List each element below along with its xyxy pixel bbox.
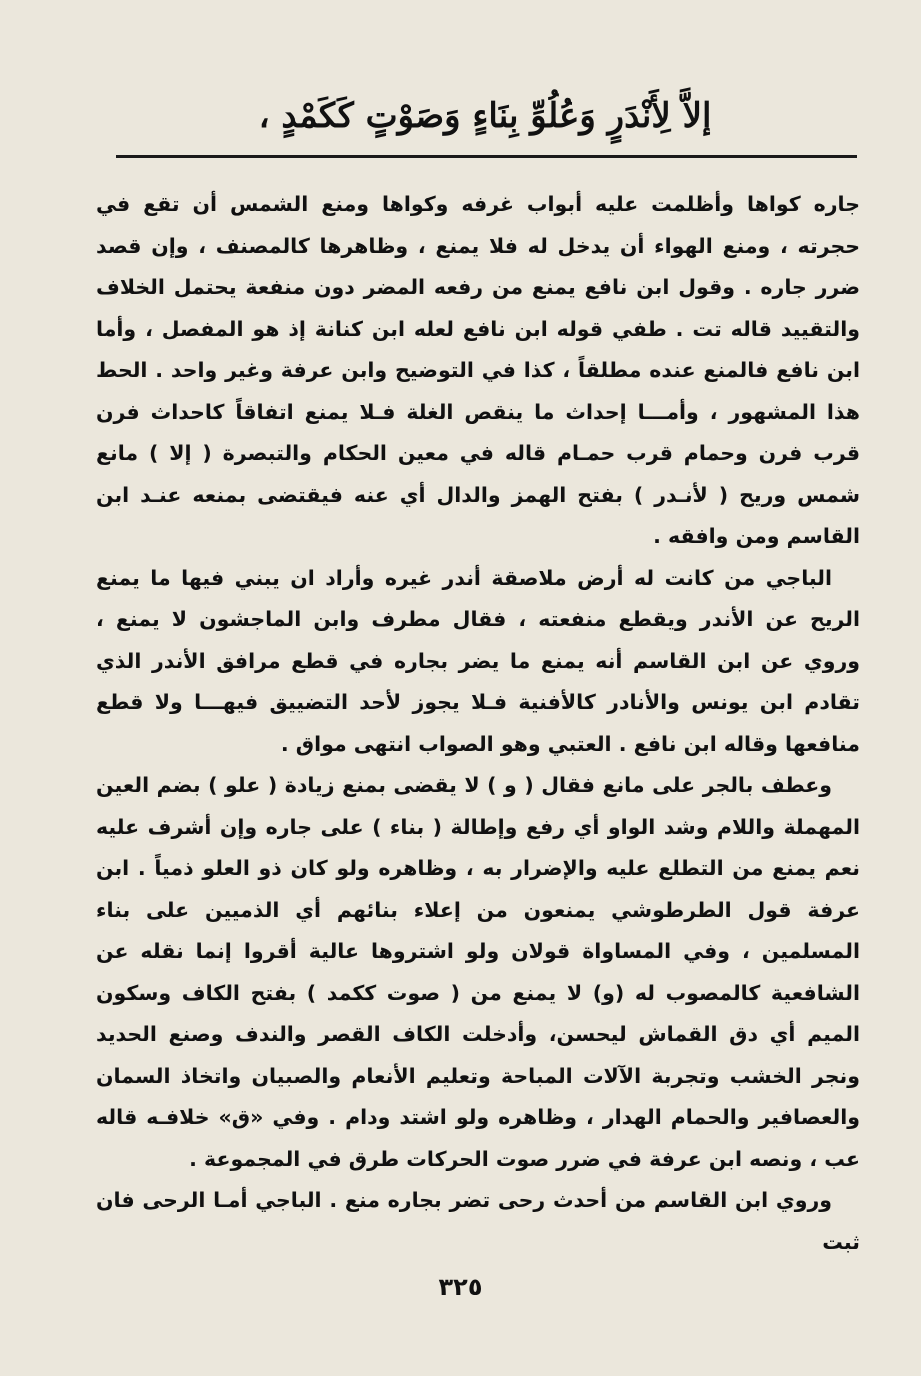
running-header: إلاَّ لِأَنْدَرٍ وَعُلُوِّ بِنَاءٍ وَصَوْتٍ كَكَمْدٍ ، xyxy=(258,96,712,136)
page-number: ٣٢٥ xyxy=(438,1273,483,1301)
paragraph-4: وروي ابن القاسم من أحدث رحى تضر بجاره منع . الباجي أمـا الرحى فان ثبت xyxy=(96,1188,860,1254)
header-rule xyxy=(116,155,857,158)
body-text xyxy=(96,184,860,1263)
paragraph-3: وعطف بالجر على مانع فقال ( و ) لا يقضى بمنع زيادة ( علو ) بضم العين المهملة واللام وشد الواو أي رفع وإطالة ( بناء ) على جاره وإن أشرف عليه نعم يمنع من التطلع عليه والإضرار به ، وظاهره ولو كان ذو العلو ذمياً . ابن عرفة قول الطرطوشي يمنعون من إعلاء بنائهم أي الذميين على بناء المسلمين ، وفي المساواة قولان ولو اشتروها عالية أقروا إنما نقله عن الشافعية كالمصوب له (و) لا يمنع من ( صوت ككمد ) بفتح الكاف وسكون الميم أي دق القماش ليحسن، وأدخلت الكاف القصر والندف وصنع الحديد ونجر الخشب وتجربة الآلات المباحة وتعليم الأنعام والصبيان واتخاذ السمان والعصافير والحمام الهدار ، وظاهره ولو اشتد ودام . وفي «ق» خلافـه قاله عب ، ونصه ابن عرفة في ضرر صوت الحركات طرق في المجموعة . xyxy=(96,773,860,1171)
paragraph-1: جاره كواها وأظلمت عليه أبواب غرفه وكواها ومنع الشمس أن تقع في حجرته ، ومنع الهواء أن يدخل له فلا يمنع ، وظاهرها كالمصنف ، وإن قصد ضرر جاره . وقول ابن نافع يمنع من رفعه المضر دون منفعة يحتمل الخلاف والتقييد قاله تت . طفي قوله ابن نافع لعله ابن كنانة إذ هو المفصل ، وأما ابن نافع فالمنع عنده مطلقاً ، كذا في التوضيح وابن عرفة وغير واحد . الحط هذا المشهور ، وأمـــا إحداث ما ينقص الغلة فـلا يمنع اتفاقاً كاحداث فرن قرب فرن وحمام قرب حمـام قاله في معين الحكام والتبصرة ( إلا ) مانع شمس وريح ( لأنـدر ) بفتح الهمز والدال أي عنه فيقتضى بمنعه عنـد ابن القاسم ومن وافقه . xyxy=(96,192,860,548)
paragraph-2: الباجي من كانت له أرض ملاصقة أندر غيره وأراد ان يبني فيها ما يمنع الريح عن الأندر ويقطع منفعته ، فقال مطرف وابن الماجشون لا يمنع ، وروي عن ابن القاسم أنه يمنع ما يضر بجاره في قطع مرافق الأندر الذي تقادم ابن يونس والأنادر كالأفنية فـلا يجوز لأحد التضييق فيهـــا ولا قطع منافعها وقاله ابن نافع . العتبي وهو الصواب انتهى مواق . xyxy=(96,565,860,756)
